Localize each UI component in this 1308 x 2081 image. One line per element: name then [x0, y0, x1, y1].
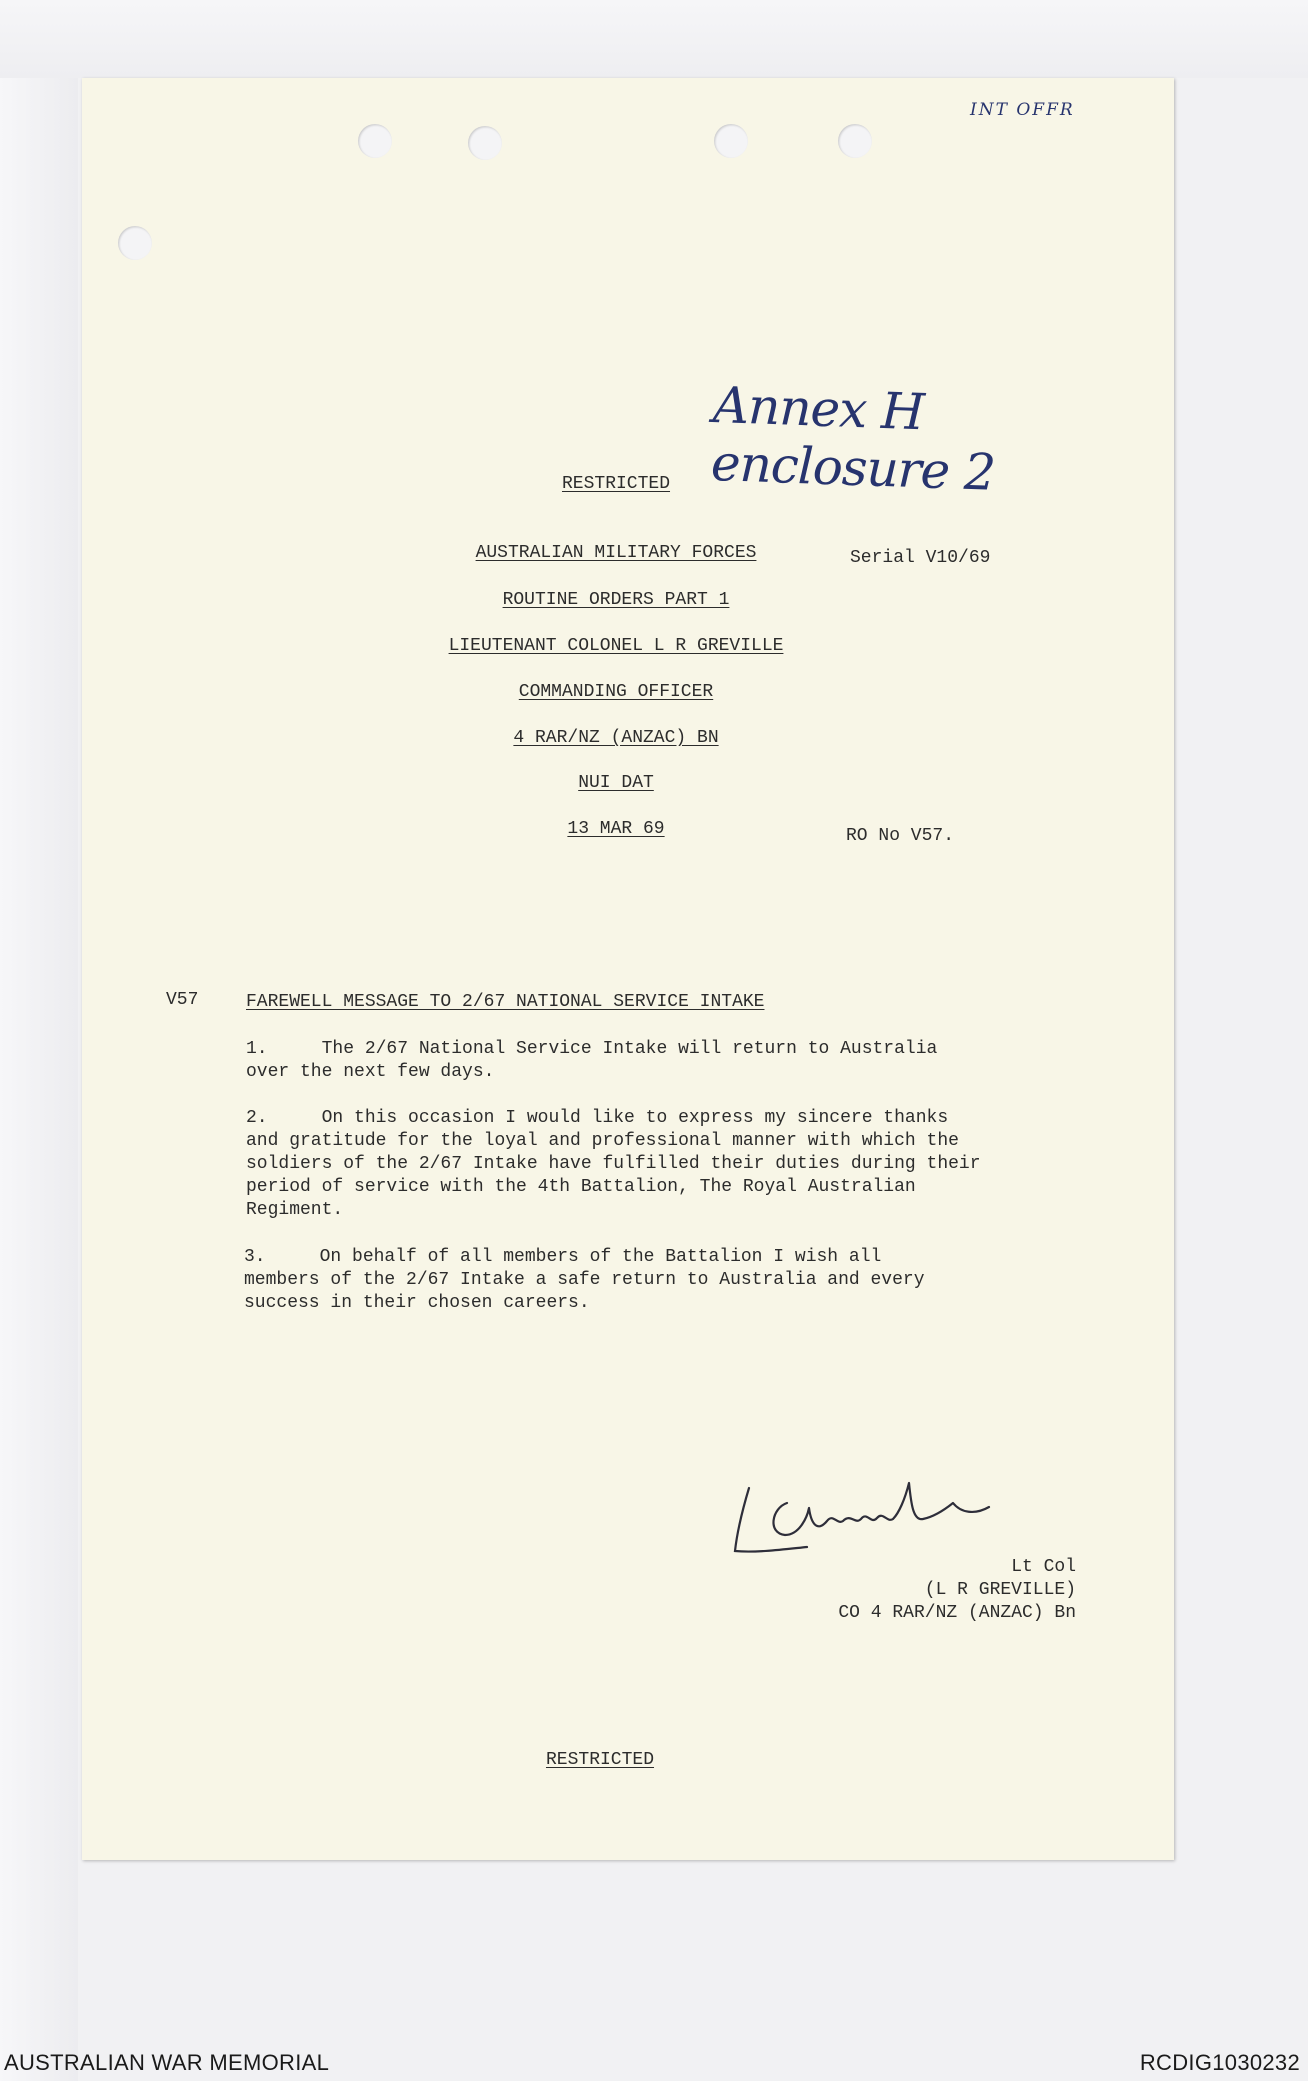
- order-date: 13 MAR 69: [567, 819, 665, 839]
- document-page: [82, 78, 1174, 1860]
- signature-name: (L R GREVILLE): [924, 1580, 1076, 1600]
- punch-hole: [838, 124, 872, 158]
- archive-credit: AUSTRALIAN WAR MEMORIAL: [4, 2050, 330, 2075]
- officer-role: COMMANDING OFFICER: [518, 682, 714, 702]
- commanding-officer-name: LIEUTENANT COLONEL L R GREVILLE: [448, 636, 784, 656]
- punch-hole: [118, 226, 152, 260]
- unit-name: 4 RAR/NZ (ANZAC) BN: [513, 728, 719, 748]
- classification-bottom: RESTRICTED: [545, 1750, 655, 1770]
- archive-reference-id: RCDIG1030232: [1139, 2050, 1300, 2075]
- document-type: ROUTINE ORDERS PART 1: [502, 590, 730, 610]
- scan-background-top: [0, 0, 1308, 78]
- serial-number: Serial V10/69: [850, 548, 991, 568]
- handwritten-annotation-top: INT OFFR: [970, 100, 1075, 120]
- order-paragraph-2: 2. On this occasion I would like to express my sincere thanks and gratitude for the loyal and professional manner with which the soldiers of the 2/67 Intake have fulfilled their duties during their period of service with the 4th Battalion, The Royal Australian Regiment.: [246, 1108, 981, 1220]
- routine-order-number: RO No V57.: [846, 826, 955, 846]
- handwritten-annex-note: Annex H enclosure 2: [710, 375, 996, 502]
- punch-hole: [358, 124, 392, 158]
- order-title: FAREWELL MESSAGE TO 2/67 NATIONAL SERVICE INTAKE: [246, 992, 765, 1012]
- classification-top: RESTRICTED: [561, 474, 671, 494]
- punch-hole: [468, 126, 502, 160]
- organization-heading: AUSTRALIAN MILITARY FORCES: [475, 543, 757, 563]
- order-paragraph-1: 1. The 2/67 National Service Intake will return to Australia over the next few days.: [246, 1039, 938, 1082]
- order-code: V57: [166, 990, 199, 1010]
- signature-rank: Lt Col: [1011, 1557, 1076, 1577]
- location: NUI DAT: [578, 773, 654, 793]
- order-paragraph-3: 3. On behalf of all members of the Battalion I wish all members of the 2/67 Intake a safe return to Australia and every success in their chosen careers.: [244, 1247, 925, 1313]
- handwritten-signature: [727, 1463, 1012, 1563]
- signature-position: CO 4 RAR/NZ (ANZAC) Bn: [838, 1603, 1076, 1623]
- scan-background-left: [0, 0, 78, 2081]
- punch-hole: [714, 124, 748, 158]
